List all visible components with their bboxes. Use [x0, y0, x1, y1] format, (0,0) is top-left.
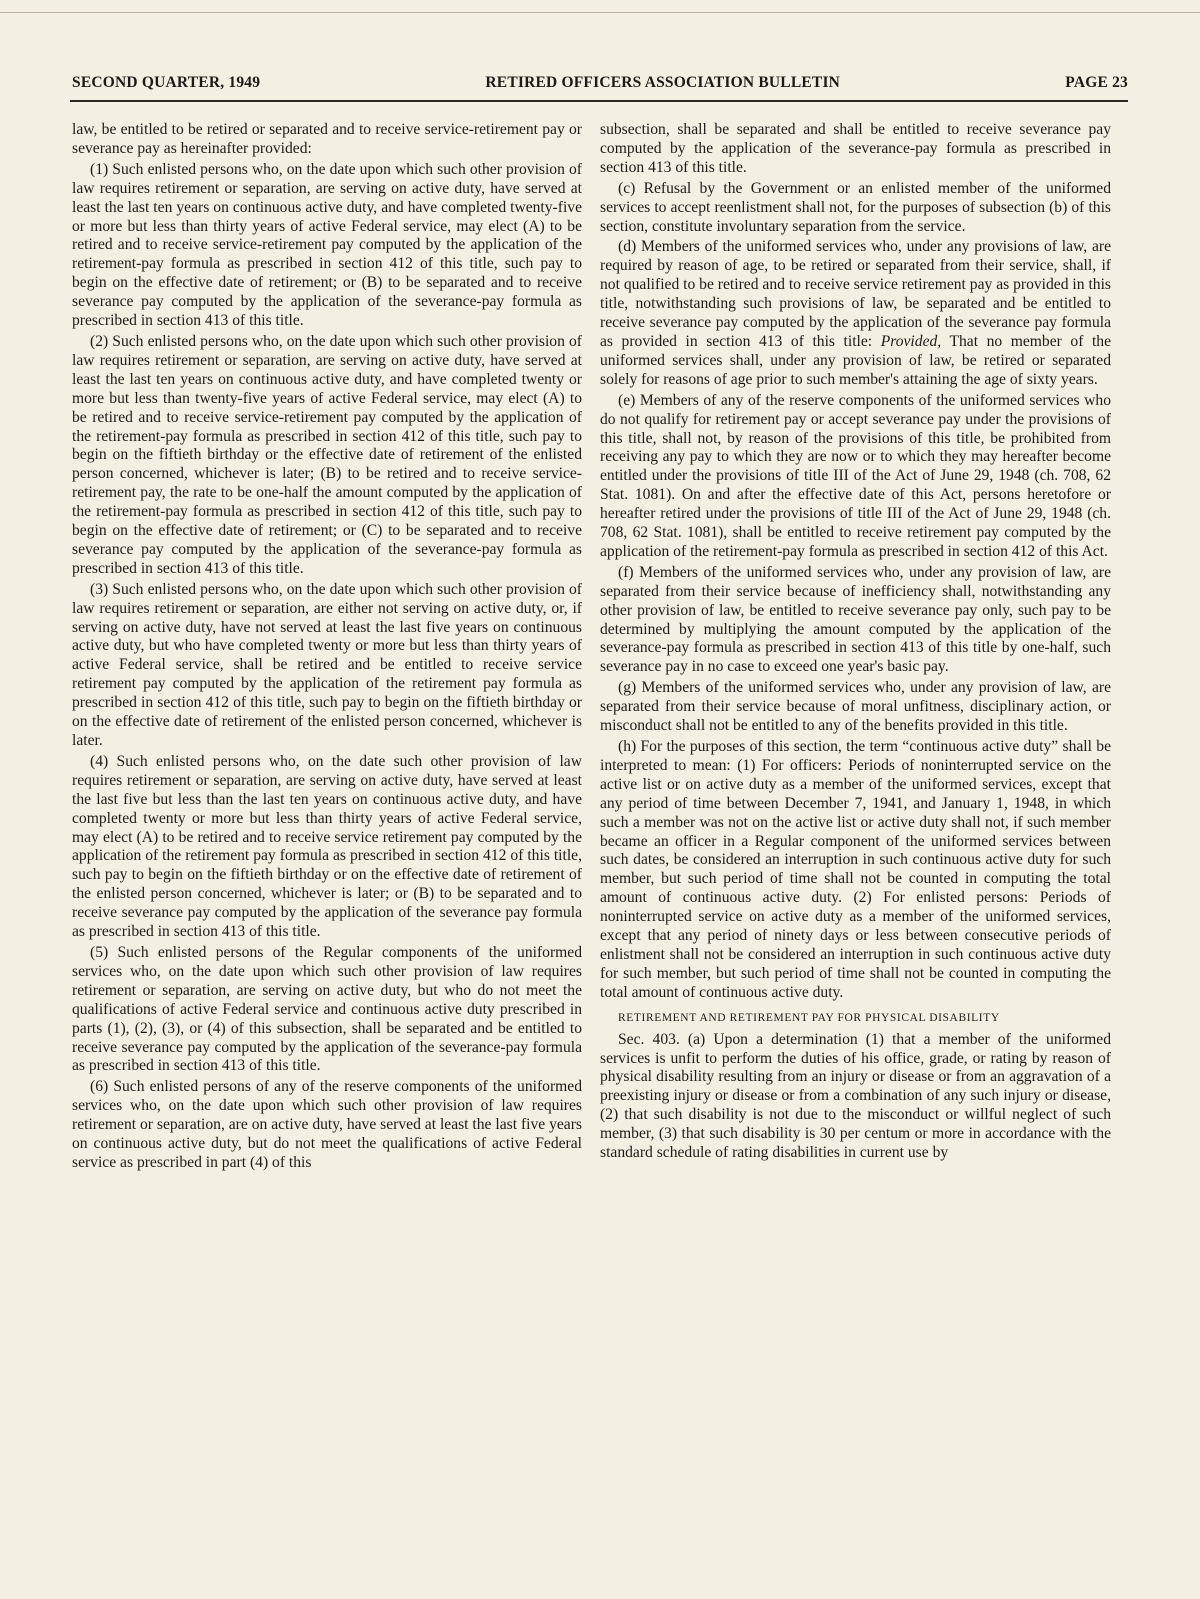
header-rule: [70, 100, 1128, 102]
running-header: [72, 74, 1128, 92]
paragraph-text: That no member of the uniformed services shall, under any provision of law, be retired or separated solely for reasons of age prior to such member's attaining the age of sixty years.: [600, 332, 1112, 388]
paragraph-text: (d) Members of the uniformed services who, under any provisions of law, are required by reason of age, to be retired or separated from their service, shall, if not qualified to be retired and to receive service retirement pay as provided in this title, notwithstanding such provisions of law, be separated and be entitled to receive severance pay computed by the application of the severance pay formula as provided in section 413 of this title:: [600, 238, 1111, 350]
paragraph: (3) Such enlisted persons who, on the date upon which such other provision of law requires retirement or separation, are either not serving on active duty, or, if serving on active duty, have not served at least the last five years on continuous active duty, but who have completed twenty or more but less than thirty years of active Federal service, shall be retired and be entitled to receive service retirement pay computed by the application of the retirement pay formula as prescribed in section 412 of this title, such pay to begin on the fiftieth birthday or on the effective date of retirement of the enlisted person concerned, whichever is later.: [72, 580, 582, 749]
paragraph: law, be entitled to be retired or separated and to receive service-retirement pay or severance pay as hereinafter provided:: [72, 121, 582, 157]
paragraph: (6) Such enlisted persons of any of the reserve components of the uniformed services who, on the date upon which such other provision of law requires retirement or separation, are on active duty, have served at least the last five years on continuous active duty, but do not meet the qualifications of active Federal service as prescribed in part (4) of this: [72, 1078, 582, 1171]
paragraph: (g) Members of the uniformed services who, under any provision of law, are separated from their service because of moral unfitness, disciplinary action, or misconduct shall not be entitled to any of the benefits provided in this title.: [600, 679, 1111, 735]
paragraph: (5) Such enlisted persons of the Regular components of the uniformed services who, on the date upon which such other provision of law requires retirement or separation, are serving on active duty, but who do not meet the qualifications of active Federal service and continuous active duty prescribed in parts (1), (2), (3), or (4) of this subsection, shall be separated and be entitled to receive severance pay computed by the application of the severance-pay formula as prescribed in section 413 of this title.: [72, 943, 582, 1075]
paragraph: (f) Members of the uniformed services who, under any provision of law, are separated from their service because of inefficiency shall, notwithstanding any other provision of law, be entitled to receive severance pay only, such pay to be determined by multiplying the amount computed by the application of the severance-pay formula as prescribed in section 413 of this title by one-half, such severance pay in no case to exceed one year's basic pay.: [600, 563, 1111, 676]
right-column: [600, 121, 1111, 1163]
header-issue: SECOND QUARTER, 1949: [72, 74, 261, 91]
paragraph: (4) Such enlisted persons who, on the date such other provision of law requires retirement or separation, are serving on active duty, have served at least the last five but less than the last ten years on continuous active duty, and have completed twenty or more but less than thirty years of active Federal service, may elect (A) to be retired and to receive service retirement pay computed by the application of the retirement pay formula as prescribed in section 412 of this title, such pay to begin on the fiftieth birthday or on the effective date of retirement of the enlisted person concerned, whichever is later; or (B) to be separated and to receive severance pay computed by the application of the severance pay formula as prescribed in section 413 of this title.: [72, 752, 582, 941]
paragraph: Sec. 403. (a) Upon a determination (1) that a member of the uniformed services is unfit to perform the duties of his office, grade, or rating by reason of physical disability resulting from an injury or disease or from an aggravation of a preexisting injury or disease or from a combination of any such injury or disease, (2) that such disability is not due to the misconduct or willful neglect of such member, (3) that such disability is 30 per centum or more in accordance with the standard schedule of rating disabilities in current use by: [600, 1030, 1111, 1162]
header-publication: RETIRED OFFICERS ASSOCIATION BULLETIN: [485, 74, 841, 91]
paragraph: (2) Such enlisted persons who, on the date upon which such other provision of law requires retirement or separation, are serving on active duty, have served at least the last ten years on continuous active duty, and have completed twenty or more but less than twenty-five years of active Federal service, may elect (A) to be retired and to receive service-retirement pay computed by the application of the retirement-pay formula as prescribed in section 412 of this title, such pay to begin on the fiftieth birthday or the effective date of retirement of the enlisted person concerned, whichever is later; (B) to be retired and to receive service-retirement pay, the rate to be one-half the amount computed by the application of the retirement-pay formula as prescribed in section 412 of this title, such pay to begin on the effective date of retirement; or (C) to be separated and to receive severance pay computed by the application of the severance-pay formula as prescribed in section 413 of this title.: [72, 332, 582, 577]
paragraph: (c) Refusal by the Government or an enlisted member of the uniformed services to accept reenlistment shall not, for the purposes of subsection (b) of this section, constitute involuntary separation from the service.: [600, 179, 1111, 235]
paragraph: subsection, shall be separated and shall be entitled to receive severance pay computed by the application of the severance-pay formula as prescribed in section 413 of this title.: [600, 121, 1111, 176]
paragraph: (1) Such enlisted persons who, on the date upon which such other provision of law requires retirement or separation, are serving on active duty, have served at least the last ten years on continuous active duty, and have completed twenty-five or more but less than thirty years of active Federal service, may elect (A) to be retired and to receive service-retirement pay computed by the application of the retirement-pay formula as prescribed in section 412 of this title, such pay to begin on the effective date of retirement; or (B) to be separated and to receive severance pay computed by the application of the severance-pay formula as prescribed in section 413 of this title.: [72, 160, 582, 330]
section-subheading: RETIREMENT AND RETIREMENT PAY FOR PHYSICAL DISABILITY: [618, 1011, 1000, 1024]
paragraph: [600, 238, 1111, 389]
header-page-number: PAGE 23: [1065, 74, 1128, 91]
left-column: [72, 121, 582, 1173]
proviso-italic: Provided,: [880, 332, 942, 350]
scan-edge-line: [0, 12, 1200, 13]
paragraph: (e) Members of any of the reserve components of the uniformed services who do not qualify for retirement pay or accept severance pay under the provisions of this title, shall not, by reason of the provisions of this title, be prohibited from receiving any pay to which they are now or to which they may hereafter become entitled under the provisions of title III of the Act of June 29, 1948 (ch. 708, 62 Stat. 1081). On and after the effective date of this Act, persons heretofore or hereafter retired under the provisions of title III of the Act of June 29, 1948 (ch. 708, 62 Stat. 1081), shall be entitled to receive retirement pay computed by the application of the retirement-pay formula as prescribed in section 412 of this Act.: [600, 391, 1111, 560]
paragraph: (h) For the purposes of this section, the term “continuous active duty” shall be interpreted to mean: (1) For officers: Periods of noninterrupted service on the active list or on active duty as a member of the uniformed services, except that any period of time between December 7, 1941, and January 1, 1948, in which such a member was not on the active list or active duty shall not, if such member became an officer in a Regular component of the uniformed services between such dates, be considered an interruption in such continuous active duty for such member, but such period of time shall not be counted in computing the total amount of continuous active duty. (2) For enlisted persons: Periods of noninterrupted service on active duty as a member of the uniformed services, except that any period of ninety days or less between consecutive periods of enlistment shall not be considered an interruption in such continuous active duty for such member, but such period of time shall not be counted in computing the total amount of continuous active duty.: [600, 738, 1111, 1001]
